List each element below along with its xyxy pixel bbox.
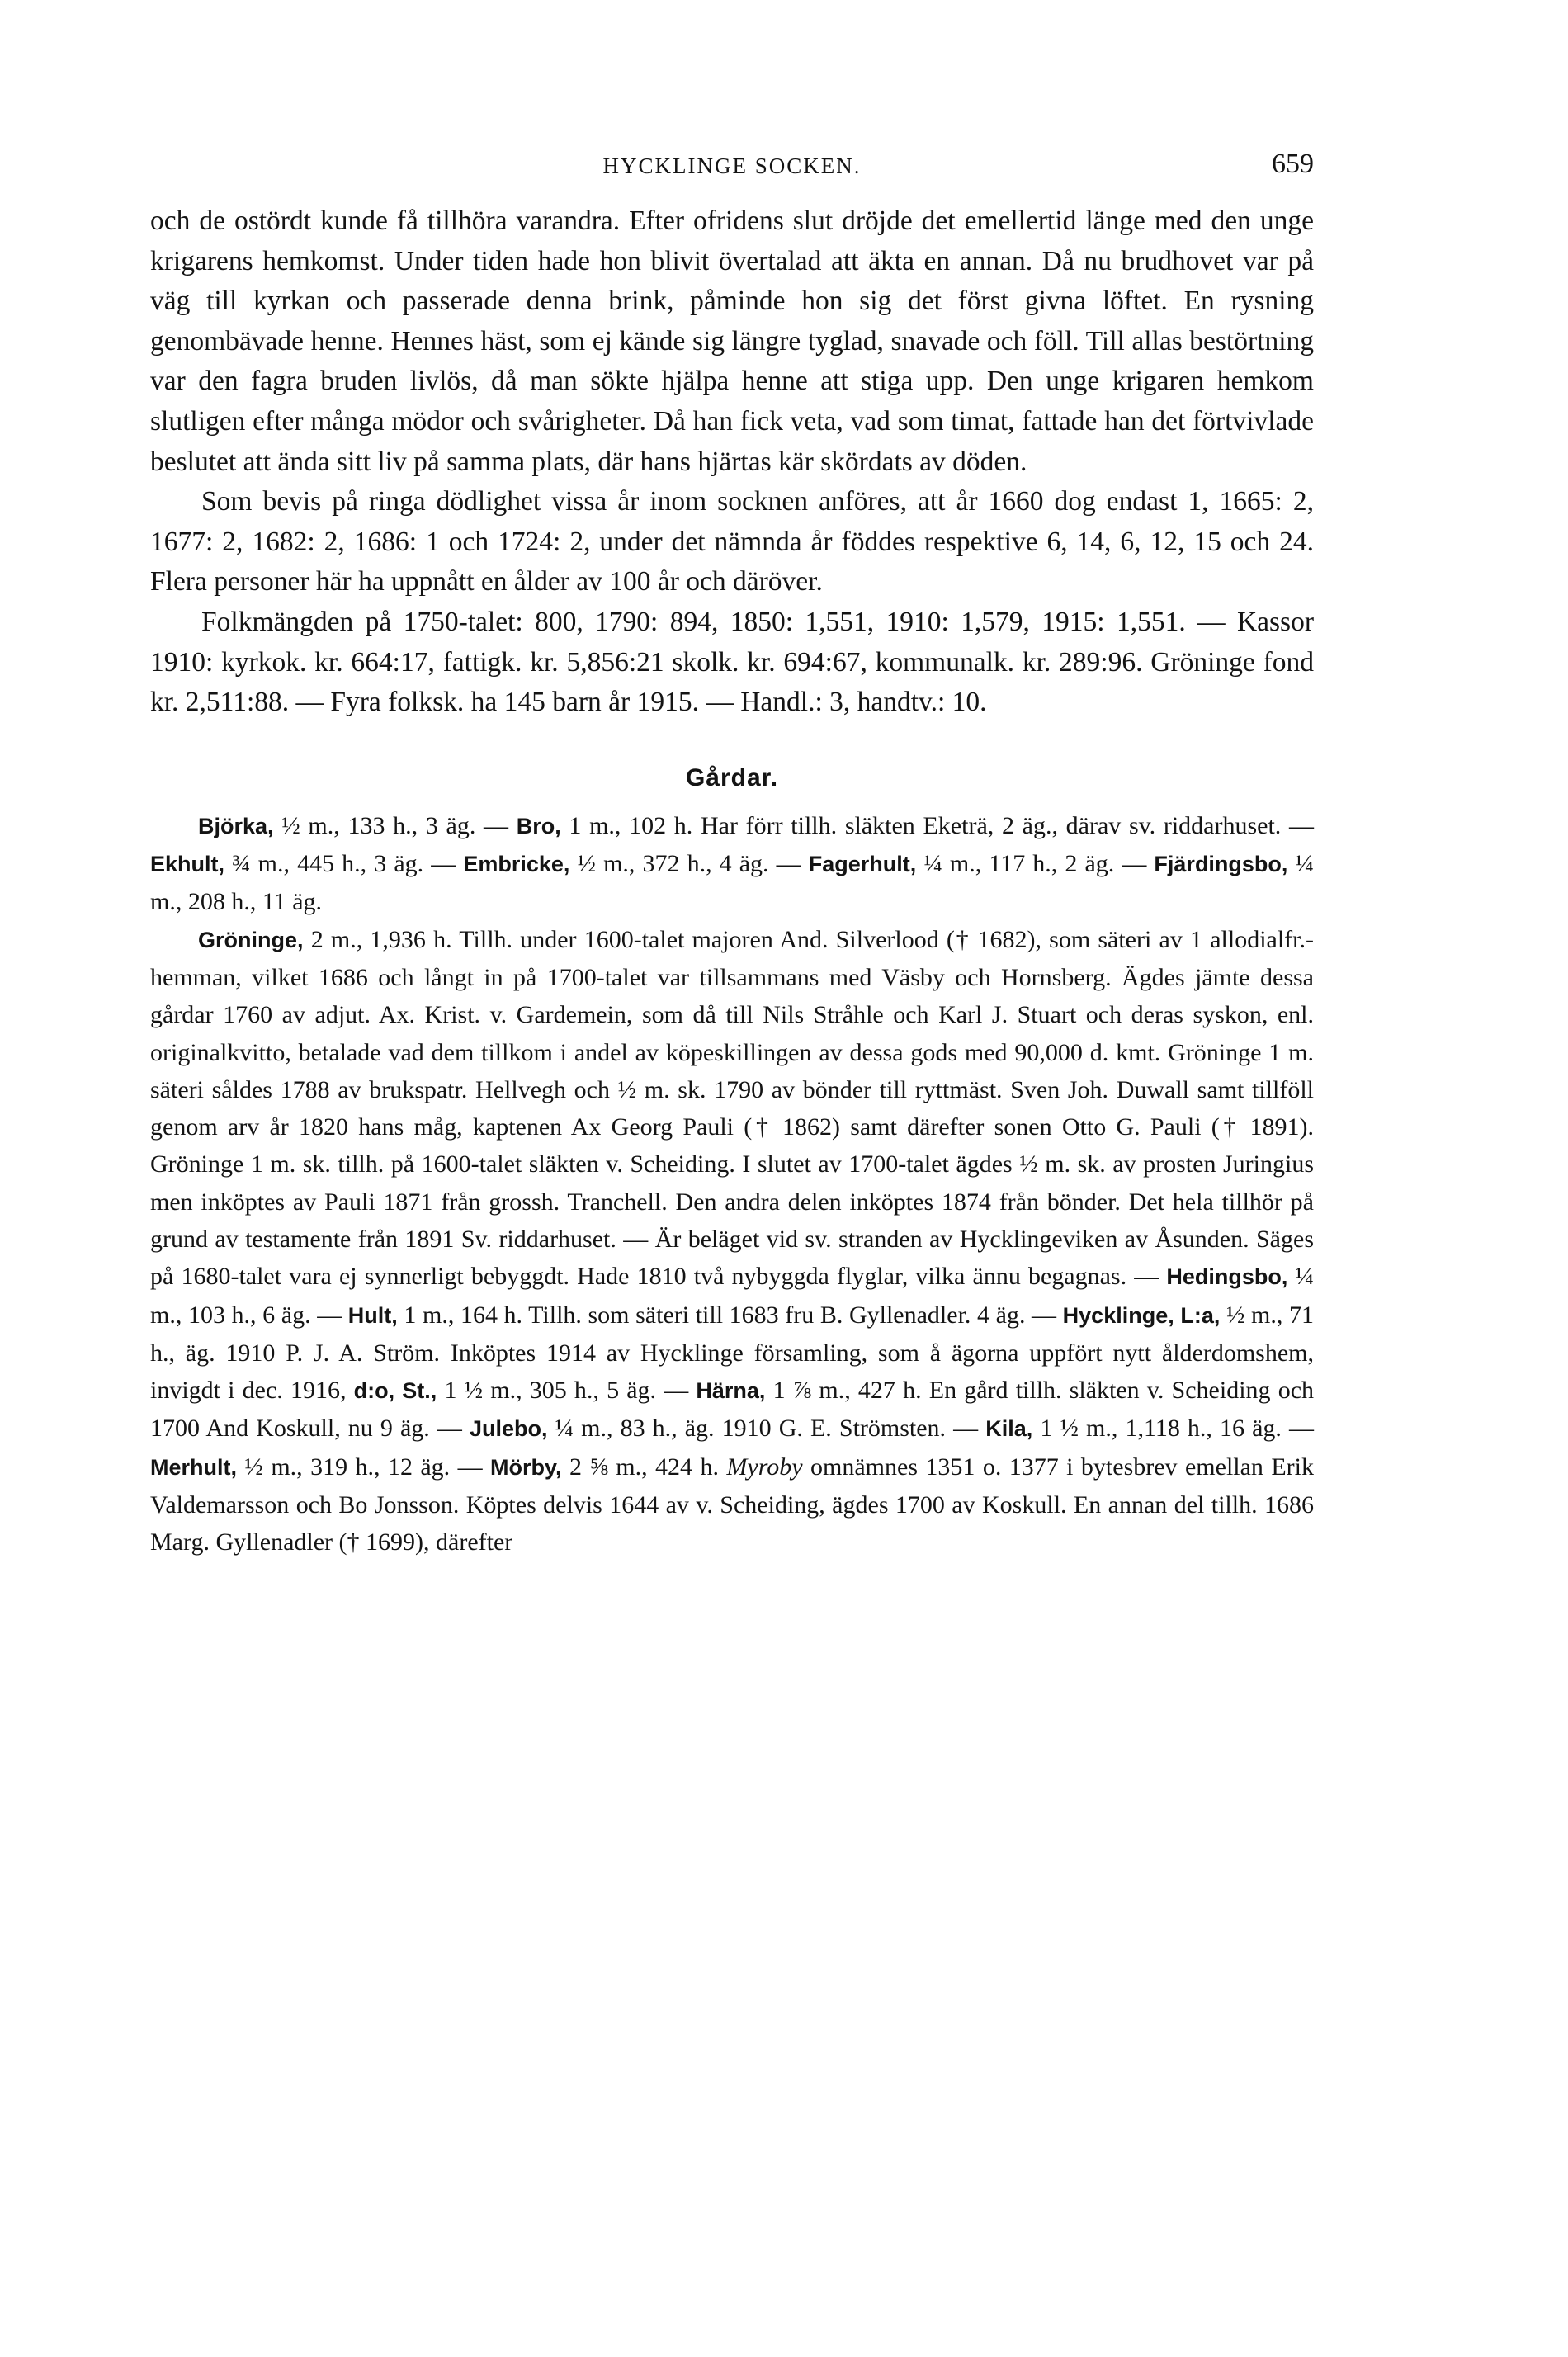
book-page [150,149,1314,1561]
farm-name: Merhult, [150,1454,237,1480]
farm-name: Fagerhult, [808,852,917,877]
farm-text: ¼ m., 103 h., 6 äg. — [150,1263,1315,1329]
farm-name: Mörby, [490,1454,562,1480]
farms-paragraph-1 [150,807,1314,921]
farm-text: ½ m., 319 h., 12 äg. — [237,1452,491,1481]
farm-name: Hycklinge, L:a, [1062,1302,1221,1328]
farm-text: ¼ m., 208 h., 11 äg. [150,850,1315,916]
farm-text: 1 ½ m., 305 h., 5 äg. — [437,1377,697,1405]
farm-name: Embricke, [463,852,570,877]
farm-text: 1 m., 102 h. Har förr tillh. släkten Eketrä, 2 äg., därav sv. riddarhuset. — [560,811,1314,839]
farm-text: 1 m., 164 h. Tillh. som säteri till 1683 fru B. Gyllenadler. 4 äg. — [397,1301,1063,1329]
farm-name: Härna, [696,1378,766,1404]
farm-name: Hedingsbo, [1166,1264,1288,1290]
running-title: HYCKLINGE SOCKEN. [602,154,862,178]
paragraph-legend: och de ostördt kunde få tillhöra varandra. Efter ofridens slut dröjde det emellertid länge med den unge krigarens hemkomst. Under tiden hade hon blivit övertalad att äkta en annan. Då nu brudhovet var på väg till kyrkan och passerade denna brink, påminde hon sig det först givna löftet. En rysning genombävade henne. Hennes häst, som ej kände sig längre tyglad, snavade och föll. Till allas bestörtning var den fagra bruden livlös, då man sökte hjälpa henne att stiga upp. Den unge krigaren hemkom slutligen efter många mödor och svårigheter. Då han fick veta, vad som timat, fattade han det förtvivlade beslutet att ända sitt liv på samma plats, där hans hjärtas kär skördats av döden. [150,205,1314,477]
page-number: 659 [1272,149,1314,179]
farm-text: ½ m., 71 h., äg. 1910 P. J. A. Ström. Inköptes 1914 av Hycklinge församling, som å ägorna uppfört nytt ålderdomshem, invigdt i dec. 1916, [150,1301,1315,1405]
farm-text: ½ m., 133 h., 3 äg. — [273,811,517,839]
farm-name: Julebo, [469,1416,548,1442]
place-name-italic: Myroby [726,1452,803,1481]
farm-text: ¼ m., 117 h., 2 äg. — [916,850,1155,878]
farm-text: ½ m., 372 h., 4 äg. — [569,850,809,878]
farm-text: omnämnes 1351 o. 1377 i bytesbrev emellan Erik Valdemarsson och Bo Jonsson. Köptes delvis 1644 av v. Scheiding, ägdes 1700 av Koskull. En annan del tillh. 1686 Marg. Gyllenadler († 1699), därefter [150,1452,1315,1556]
farm-name: Bro, [516,813,561,838]
farm-name: Hult, [347,1302,398,1328]
farm-name: Fjärdingsbo, [1154,852,1288,877]
farm-name: d:o, St., [353,1378,437,1404]
farm-text: 1 ⅞ m., 427 h. En gård tillh. släkten v. Scheiding och 1700 And Koskull, nu 9 äg. — [150,1377,1315,1443]
farm-text: 2 m., 1,936 h. Tillh. under 1600-talet majoren And. Silverlood († 1682), som säteri av 1 allodialfr.-hemman, vilket 1686 och långt in på 1700-talet var tillsammans med Väsby och Hornsberg. Ägdes jämte dessa gårdar 1760 av adjut. Ax. Krist. v. Gardemein, som då till Nils Stråhle och Karl J. Stuart och deras syskon, enl. originalkvitto, betalade vad dem tillkom i andel av köpeskillingen av dessa gods med 90,000 d. kmt. Gröninge 1 m. säteri såldes 1788 av brukspatr. Hellvegh och ½ m. sk. 1790 av bönder till ryttmäst. Sven Joh. Duwall samt tillföll genom arv år 1820 hans måg, kaptenen Ax Georg Pauli († 1862) samt därefter sonen Otto G. Pauli († 1891). Gröninge 1 m. sk. tillh. på 1600-talet släkten v. Scheiding. I slutet av 1700-talet ägdes ½ m. sk. av prosten Juringius men inköptes av Pauli 1871 från grossh. Tranchell. Den andra delen inköptes 1874 från bönder. Det hela tillhör på grund av testamente från 1891 Sv. riddarhuset. — Är beläget vid sv. stranden av Hycklingeviken av Åsunden. Säges på 1680-talet vara ej synnerligt bebyggdt. Hade 1810 två nybyggda flyglar, vilka ännu begagnas. — [150,925,1314,1291]
farm-name: Ekhult, [150,852,225,877]
farm-text: 1 ½ m., 1,118 h., 16 äg. — [1032,1415,1314,1443]
section-heading-gardar: Gårdar. [685,763,779,791]
farm-text: ¼ m., 83 h., äg. 1910 G. E. Strömsten. — [547,1415,986,1443]
farm-name: Kila, [985,1416,1033,1442]
farm-name: Björka, [198,813,274,838]
farm-text: 2 ⅝ m., 424 h. [561,1452,727,1481]
farms-section [150,807,1314,1561]
farm-name: Gröninge, [198,927,304,952]
body-text [150,201,1314,723]
paragraph-population: Folkmängden på 1750-talet: 800, 1790: 894, 1850: 1,551, 1910: 1,579, 1915: 1,551. — Kassor 1910: kyrkok. kr. 664:17, fattigk. kr. 5,856:21 skolk. kr. 694:67, kommunalk. kr. 289:96. Gröninge fond kr. 2,511:88. — Fyra folksk. ha 145 barn år 1915. — Handl.: 3, handtv.: 10. [150,606,1314,718]
paragraph-mortality: Som bevis på ringa dödlighet vissa år inom socknen anföres, att år 1660 dog endast 1, 1665: 2, 1677: 2, 1682: 2, 1686: 1 och 1724: 2, under det nämnda år föddes respektive 6, 14, 6, 12, 15 och 24. Flera personer här ha uppnått en ålder av 100 år och däröver. [150,486,1314,598]
farms-paragraph-2 [150,921,1314,1561]
farm-text: ¾ m., 445 h., 3 äg. — [224,850,464,878]
running-header [150,149,1314,195]
